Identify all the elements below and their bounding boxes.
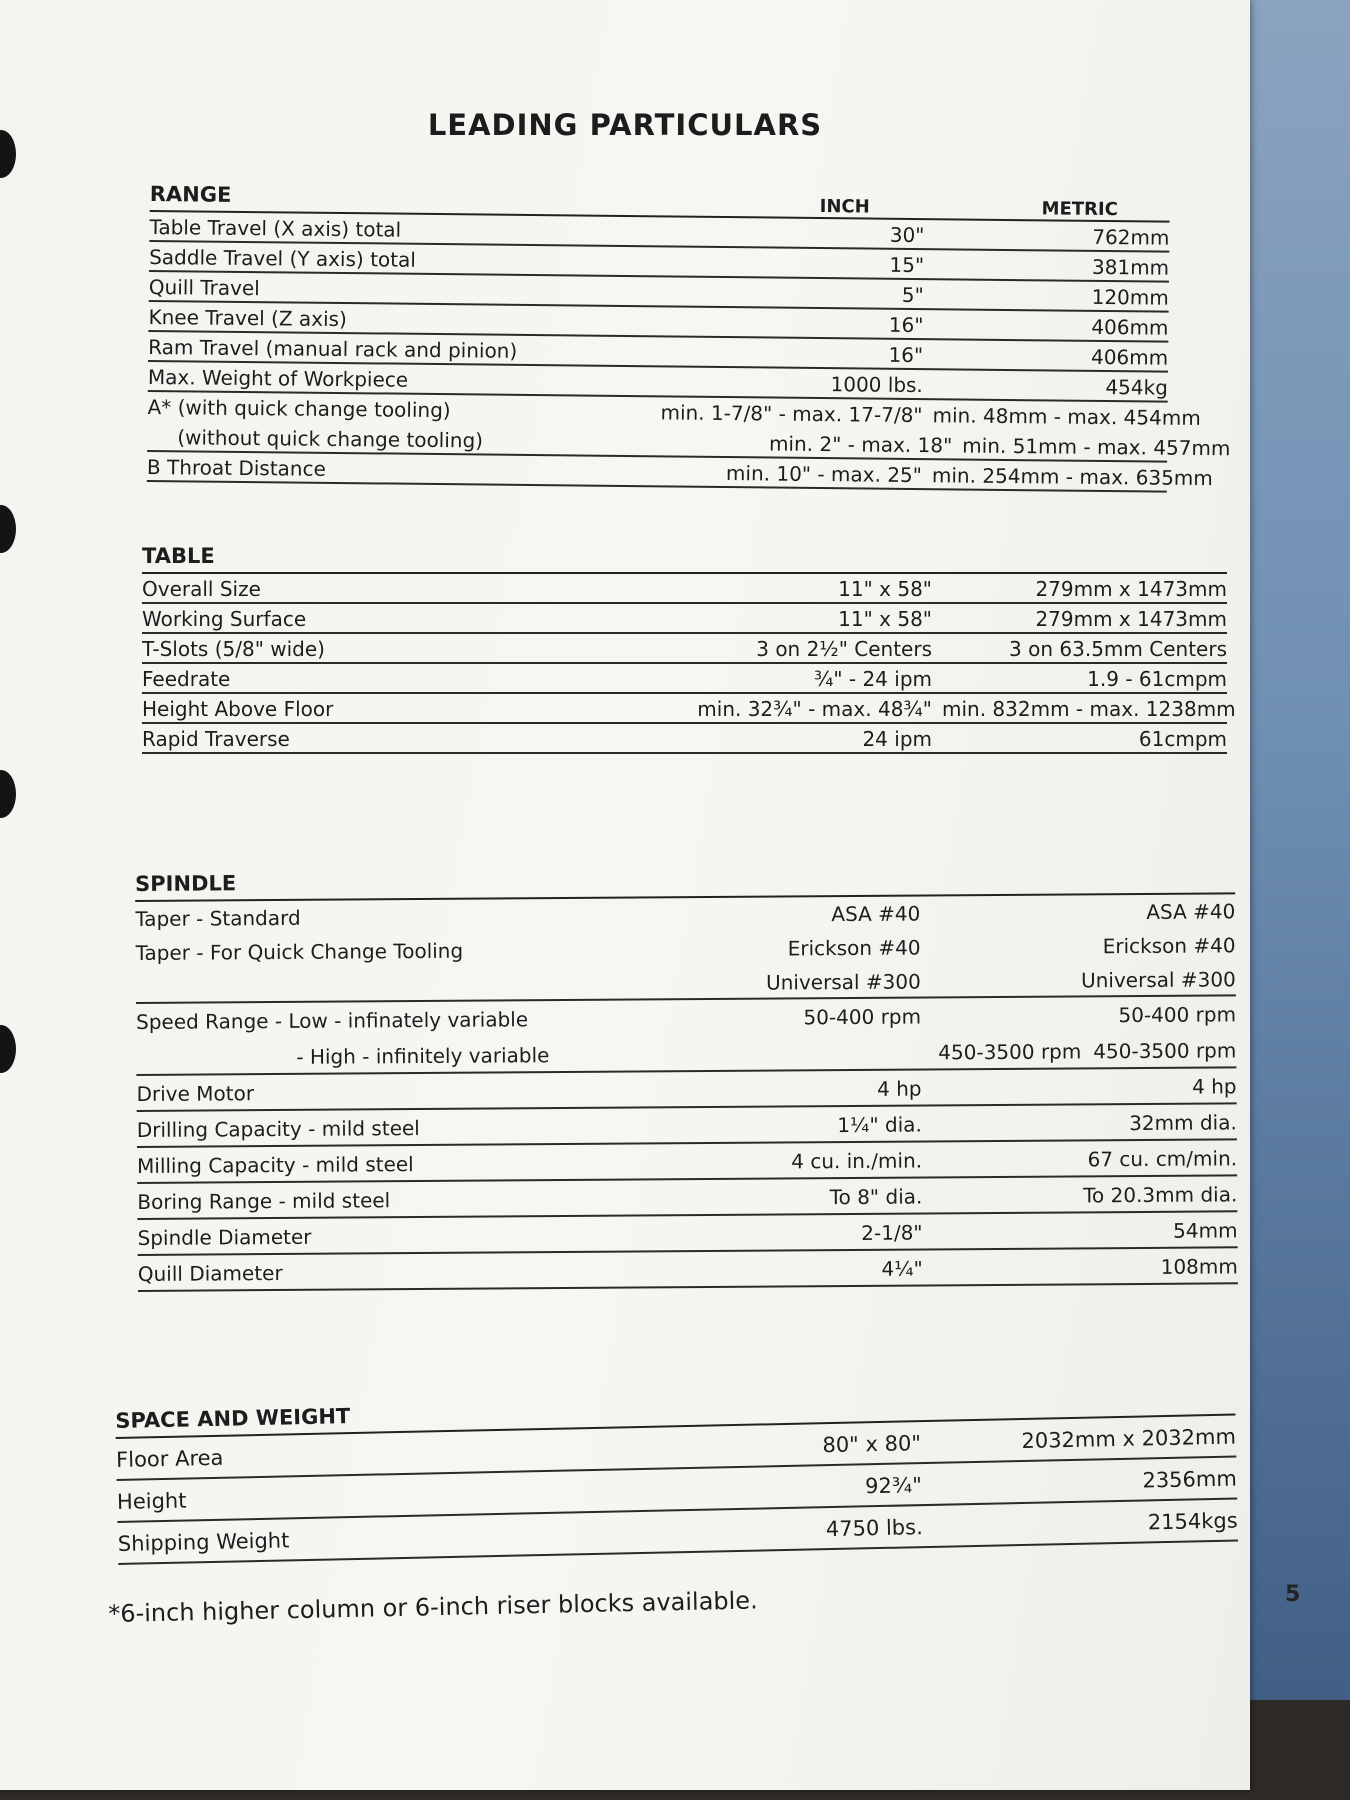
spec-inch: ASA #40 — [831, 901, 921, 927]
footnote: *6-inch higher column or 6-inch riser blocks available. — [108, 1586, 758, 1628]
spec-label: A* (with quick change tooling) — [147, 394, 451, 423]
binder-hole — [0, 505, 16, 553]
spec-metric: 406mm — [1090, 344, 1169, 370]
binder-hole — [0, 770, 16, 818]
spec-label: Ram Travel (manual rack and pinion) — [148, 334, 518, 363]
spec-label — [136, 967, 591, 1002]
spec-label: Working Surface — [142, 607, 307, 631]
spec-metric: 406mm — [1091, 314, 1169, 340]
spec-label: Quill Diameter — [137, 1260, 283, 1286]
spec-label: Max. Weight of Workpiece — [147, 364, 409, 392]
spec-inch: 450-3500 rpm — [938, 1039, 1082, 1065]
spec-row — [142, 604, 1227, 634]
spec-inch: To 8" dia. — [829, 1184, 923, 1210]
metric-column-header: METRIC — [1041, 198, 1118, 221]
spec-label: Table Travel (X axis) total — [149, 214, 402, 242]
spec-inch: min. 1-7/8" - max. 17-7/8" — [660, 400, 923, 428]
spec-label: Taper - For Quick Change Tooling — [135, 938, 464, 965]
spec-inch: Universal #300 — [765, 969, 921, 995]
spec-metric: 381mm — [1091, 254, 1170, 280]
table-section — [142, 540, 1236, 754]
spec-inch: 3 on 2½" Centers — [756, 637, 932, 661]
spec-inch: 4¼" — [881, 1256, 923, 1281]
spec-label: Drilling Capacity - mild steel — [136, 1116, 420, 1142]
spec-inch: 15" — [889, 252, 925, 278]
spec-inch: 1¼" dia. — [837, 1112, 922, 1138]
spec-metric: 54mm — [1173, 1218, 1238, 1243]
spec-metric: 50-400 rpm — [1118, 1002, 1237, 1028]
spec-label: B Throat Distance — [146, 454, 326, 481]
spec-metric: 120mm — [1091, 284, 1169, 310]
spec-label: (without quick change tooling) — [177, 425, 484, 453]
spec-label: Quill Travel — [148, 274, 260, 301]
inch-column-header: INCH — [819, 196, 870, 218]
spec-metric: min. 48mm - max. 454mm — [932, 403, 1201, 431]
spec-metric: To 20.3mm dia. — [1083, 1182, 1238, 1208]
spec-inch: 92¾" — [864, 1473, 923, 1499]
spec-inch: min. 10" - max. 25" — [725, 461, 923, 488]
spec-metric: min. 254mm - max. 635mm — [931, 463, 1213, 491]
table-header — [142, 540, 1227, 574]
spec-inch: 24 ipm — [862, 727, 932, 751]
spec-label: Height Above Floor — [142, 697, 334, 721]
spec-label: Overall Size — [142, 577, 261, 601]
section-heading: SPINDLE — [135, 871, 237, 896]
spec-metric: 2154kgs — [1147, 1508, 1238, 1535]
spec-row — [142, 724, 1227, 754]
spec-label: Knee Travel (Z axis) — [148, 304, 347, 332]
spec-inch: 4750 lbs. — [825, 1515, 923, 1542]
spec-inch: 16" — [888, 342, 924, 368]
spec-inch: 4 cu. in./min. — [791, 1148, 923, 1174]
spec-inch: 80" x 80" — [822, 1431, 922, 1458]
spec-metric: Erickson #40 — [1102, 933, 1236, 959]
spec-row — [138, 1248, 1238, 1292]
spec-metric: 2356mm — [1142, 1466, 1238, 1493]
spec-metric: min. 51mm - max. 457mm — [962, 433, 1231, 461]
spec-label: Feedrate — [142, 667, 231, 691]
spec-row — [142, 664, 1227, 694]
spec-metric: 3 on 63.5mm Centers — [1009, 637, 1227, 661]
spec-label: Spindle Diameter — [137, 1224, 312, 1250]
spec-metric: 67 cu. cm/min. — [1087, 1146, 1238, 1172]
spec-metric: 61cmpm — [1138, 727, 1227, 751]
page-number: 5 — [1285, 1582, 1301, 1607]
spec-metric: 4 hp — [1192, 1074, 1237, 1099]
spec-label: Rapid Traverse — [142, 727, 290, 751]
spec-inch: 1000 lbs. — [830, 372, 923, 398]
spec-inch: 5" — [901, 282, 924, 308]
spec-row — [142, 694, 1236, 724]
spec-metric: 279mm x 1473mm — [1035, 577, 1227, 601]
spec-metric: 32mm dia. — [1129, 1110, 1237, 1136]
spec-metric: 2032mm x 2032mm — [1021, 1424, 1237, 1454]
range-section — [146, 178, 1231, 493]
spec-metric: 762mm — [1092, 224, 1170, 250]
spec-inch: 16" — [888, 312, 924, 338]
spec-row — [142, 634, 1227, 664]
spec-inch: 30" — [889, 222, 925, 248]
spec-label: Taper - Standard — [135, 905, 301, 931]
spec-metric: ASA #40 — [1146, 899, 1236, 924]
spec-label: Speed Range - Low - infinately variable — [135, 1007, 529, 1034]
spec-metric: 450-3500 rpm — [1093, 1038, 1237, 1064]
spec-row — [142, 574, 1227, 604]
spec-inch: 11" x 58" — [838, 607, 932, 631]
spec-label: T-Slots (5/8" wide) — [142, 637, 325, 661]
spec-label: Milling Capacity - mild steel — [136, 1152, 414, 1178]
spec-inch: min. 32¾" - max. 48¾" — [697, 697, 932, 721]
spec-label: - High - infinitely variable — [296, 1043, 550, 1069]
page-title: LEADING PARTICULARS — [427, 108, 823, 142]
spec-metric: min. 832mm - max. 1238mm — [942, 697, 1236, 721]
section-heading: RANGE — [149, 181, 232, 207]
spec-inch: 11" x 58" — [838, 577, 932, 601]
spec-label: Height — [116, 1488, 187, 1514]
spec-metric: 108mm — [1160, 1254, 1238, 1279]
spec-label: Saddle Travel (Y axis) total — [149, 244, 417, 272]
spec-metric: 454kg — [1105, 375, 1168, 400]
spec-inch: ¾" - 24 ipm — [813, 667, 932, 691]
space-weight-section — [115, 1382, 1238, 1565]
spec-inch: 50-400 rpm — [803, 1004, 922, 1030]
spec-label: Shipping Weight — [117, 1528, 290, 1556]
spec-label: Boring Range - mild steel — [137, 1188, 391, 1214]
spec-inch: 4 hp — [877, 1076, 922, 1101]
spec-metric: 279mm x 1473mm — [1035, 607, 1227, 631]
spec-metric: Universal #300 — [1080, 967, 1236, 993]
spec-label: Floor Area — [115, 1445, 224, 1472]
spec-inch: min. 2" - max. 18" — [768, 431, 953, 458]
spec-inch: 2-1/8" — [861, 1220, 923, 1245]
spindle-section — [135, 860, 1238, 1292]
binder-hole — [0, 1025, 16, 1073]
section-heading: SPACE AND WEIGHT — [115, 1404, 351, 1433]
spec-metric: 1.9 - 61cmpm — [1087, 667, 1227, 691]
spec-inch: Erickson #40 — [787, 935, 921, 961]
section-heading: TABLE — [142, 544, 215, 568]
spec-label: Drive Motor — [136, 1081, 255, 1106]
